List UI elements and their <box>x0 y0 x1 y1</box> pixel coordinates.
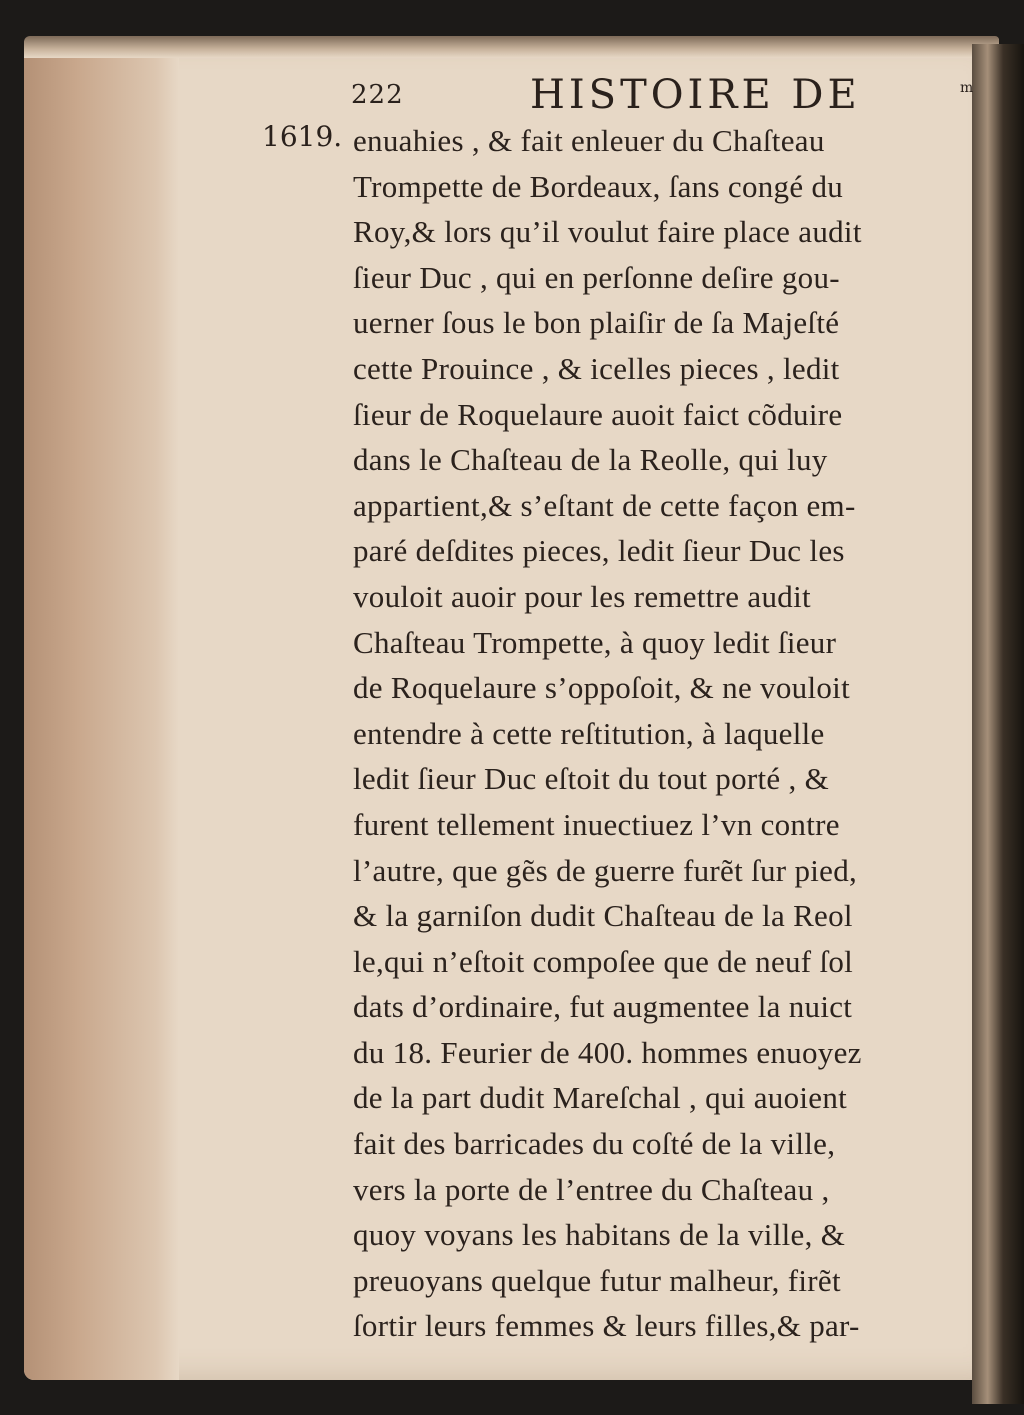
binding-right-edge <box>972 44 1024 1404</box>
text-line: vers la porte de l’entree du Chaſteau , <box>353 1171 830 1207</box>
text-line: cette Prouince , & icelles pieces , ledit <box>353 350 840 386</box>
text-line: fait des barricades du coſté de la ville, <box>353 1126 836 1162</box>
text-line: & la garniſon dudit Chaſteau de la Reol <box>353 898 853 934</box>
page-gutter-left <box>24 40 179 1380</box>
text-line: ſieur Duc , qui en perſonne deſire gou- <box>353 259 840 295</box>
running-title: HISTOIRE DE <box>530 72 861 118</box>
text-line: Chaſteau Trompette, à quoy ledit ſieur <box>353 624 837 660</box>
text-line: de la part dudit Mareſchal , qui auoient <box>353 1080 848 1116</box>
text-line: le,qui n’eſtoit compoſee que de neuf ſol <box>353 943 854 979</box>
text-line: de Roquelaure s’oppoſoit, & ne vouloit <box>353 670 850 706</box>
page-number: 222 <box>351 80 404 110</box>
text-line: l’autre, que gẽs de guerre furẽt ſur pied, <box>353 852 858 888</box>
body-text <box>353 118 965 1349</box>
text-line: paré deſdites pieces, ledit ſieur Duc les <box>353 533 845 569</box>
margin-year-note: 1619. <box>262 120 343 153</box>
page-top-edge <box>24 36 999 58</box>
text-line: Trompette de Bordeaux, ſans congé du <box>353 168 844 204</box>
text-line: uerner ſous le bon plaiſir de ſa Majeſté <box>353 305 840 341</box>
text-line: quoy voyans les habitans de la ville, & <box>353 1217 846 1253</box>
text-line: vouloit auoir pour les remettre audit <box>353 578 811 614</box>
text-line: preuoyans quelque futur malheur, firẽt <box>353 1262 841 1298</box>
text-line: Roy,& lors qu’il voulut faire place audit <box>353 214 862 250</box>
text-line: dats d’ordinaire, fut augmentee la nuict <box>353 989 853 1025</box>
text-line: ſieur de Roquelaure auoit faict cõduire <box>353 396 843 432</box>
text-line: appartient,& s’eſtant de cette façon em- <box>353 487 856 523</box>
text-line: ledit ſieur Duc eſtoit du tout porté , & <box>353 761 830 797</box>
text-line: entendre à cette reſtitution, à laquelle <box>353 715 825 751</box>
text-line: du 18. Feurier de 400. hommes enuoyez <box>353 1034 862 1070</box>
text-line: enuahies , & fait enleuer du Chaſteau <box>353 123 825 158</box>
text-line: ſortir leurs femmes & leurs filles,& par- <box>353 1308 860 1344</box>
text-line: dans le Chaſteau de la Reolle, qui luy <box>353 442 828 478</box>
corner-mark: m <box>960 80 975 96</box>
text-line: furent tellement inuectiuez l’vn contre <box>353 806 840 842</box>
